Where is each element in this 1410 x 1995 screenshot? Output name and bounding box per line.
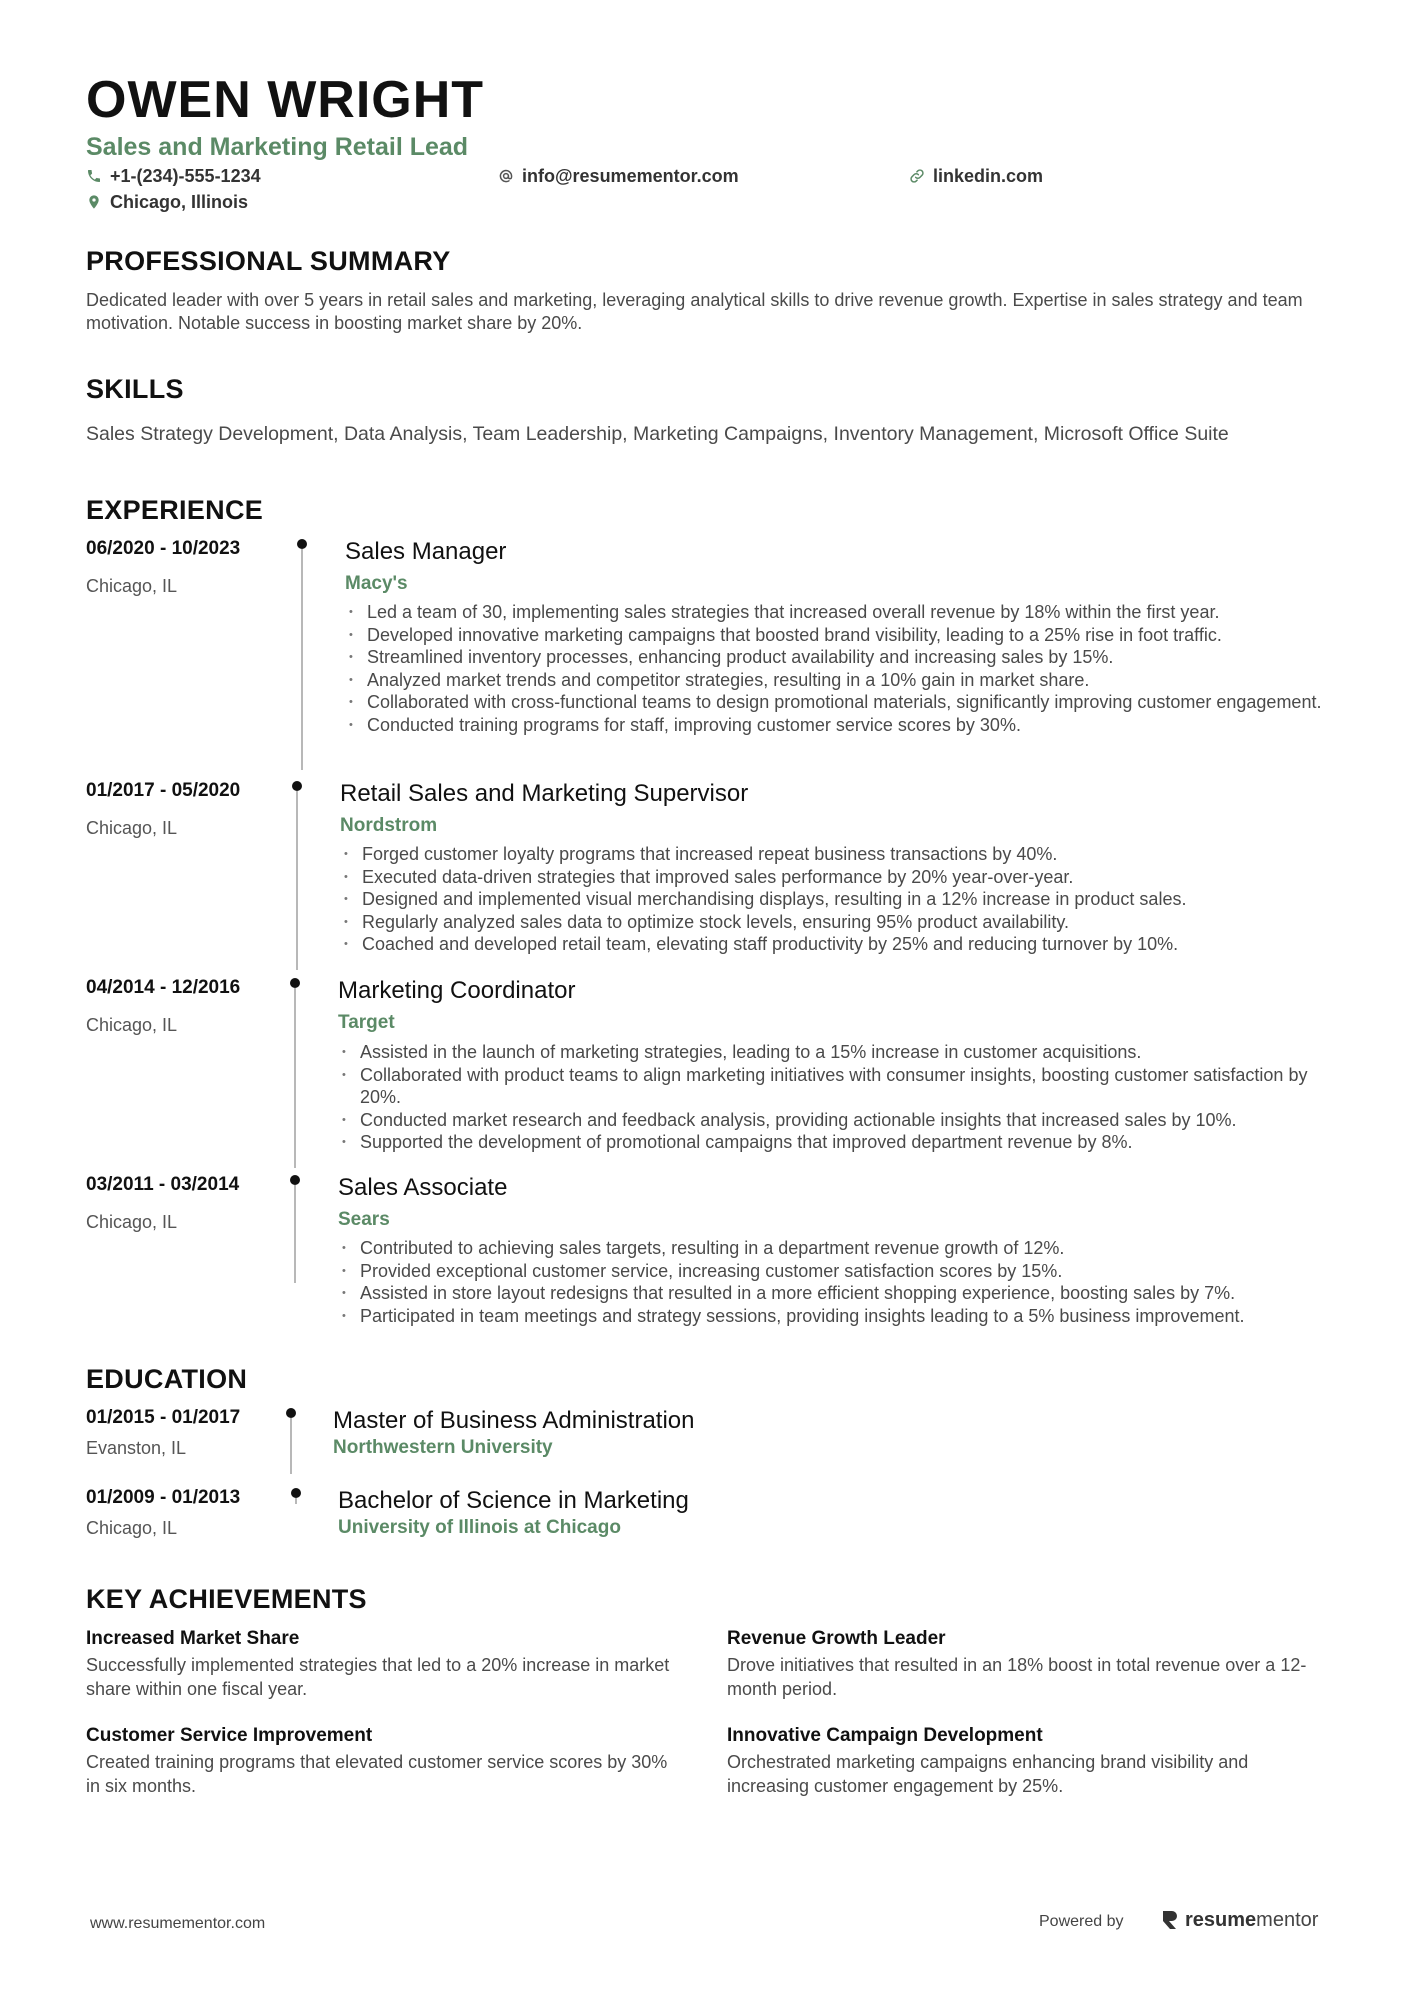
- list-item: • Led a team of 30, implementing sales strategies that increased overall revenue by 18% within the first year.: [345, 601, 1345, 624]
- education-location: Evanston, IL: [86, 1438, 187, 1458]
- list-item: • Coached and developed retail team, elevating staff productivity by 25% and reducing turnover by 10%.: [340, 933, 1340, 956]
- list-item: • Assisted in the launch of marketing strategies, leading to a 15% increase in customer acquisitions.: [338, 1041, 1348, 1064]
- list-item: • Analyzed market trends and competitor strategies, resulting in a 10% gain in market share.: [345, 669, 1345, 692]
- degree-title: Bachelor of Science in Marketing: [338, 1487, 689, 1514]
- achievements-heading: KEY ACHIEVEMENTS: [86, 1584, 367, 1614]
- list-item: • Regularly analyzed sales data to optimize stock levels, ensuring 95% product availability.: [340, 911, 1340, 934]
- list-item: • Forged customer loyalty programs that increased repeat business transactions by 40%.: [340, 843, 1340, 866]
- job-dates: 01/2017 - 05/2020: [86, 780, 241, 801]
- list-item: • Provided exceptional customer service, increasing customer satisfaction scores by 15%.: [338, 1260, 1348, 1283]
- job-title: Sales Associate: [338, 1174, 508, 1201]
- job-location: Chicago, IL: [86, 576, 178, 596]
- footer-website[interactable]: www.resumementor.com: [90, 1915, 266, 1932]
- list-item: • Designed and implemented visual merchandising displays, resulting in a 12% increase in product sales.: [340, 888, 1340, 911]
- job-company: Macy's: [345, 573, 408, 594]
- timeline-line: [294, 1185, 296, 1283]
- job-location: Chicago, IL: [86, 1212, 178, 1232]
- timeline-dot: [286, 1408, 296, 1418]
- achievement-title: Increased Market Share: [86, 1628, 300, 1649]
- achievement-title: Revenue Growth Leader: [727, 1628, 946, 1649]
- job-dates: 04/2014 - 12/2016: [86, 977, 241, 998]
- list-item: • Developed innovative marketing campaigns that boosted brand visibility, leading to a 25% rise in foot traffic.: [345, 624, 1345, 647]
- list-item: • Collaborated with cross-functional teams to design promotional materials, significantly improving customer engagement.: [345, 691, 1345, 714]
- job-bullets: [345, 601, 1345, 736]
- education-dates: 01/2015 - 01/2017: [86, 1407, 241, 1428]
- footer-brand[interactable]: [1161, 1908, 1318, 1932]
- location-text: Chicago, Illinois: [110, 192, 249, 212]
- list-item: • Contributed to achieving sales targets, resulting in a department revenue growth of 12%.: [338, 1237, 1348, 1260]
- list-item: • Supported the development of promotional campaigns that improved department revenue by 8%.: [338, 1131, 1348, 1154]
- job-title: Sales Manager: [345, 538, 507, 565]
- email-address[interactable]: info@resumementor.com: [522, 166, 739, 186]
- timeline-line: [295, 1498, 297, 1504]
- timeline-line: [294, 988, 296, 1168]
- timeline-dot: [290, 978, 300, 988]
- contact-location: [86, 191, 248, 213]
- timeline-line: [290, 1418, 292, 1474]
- school-name: Northwestern University: [333, 1437, 553, 1458]
- achievement-title: Innovative Campaign Development: [727, 1725, 1043, 1746]
- job-location: Chicago, IL: [86, 818, 178, 838]
- achievement-text: Created training programs that elevated customer service scores by 30% in six months.: [86, 1752, 668, 1796]
- achievement-title: Customer Service Improvement: [86, 1725, 373, 1746]
- location-pin-icon: [86, 194, 102, 210]
- job-company: Nordstrom: [340, 815, 438, 836]
- education-location: Chicago, IL: [86, 1518, 178, 1538]
- education-heading: EDUCATION: [86, 1364, 248, 1394]
- contact-linkedin: [909, 165, 1043, 187]
- timeline-dot: [297, 539, 307, 549]
- job-location: Chicago, IL: [86, 1015, 178, 1035]
- degree-title: Master of Business Administration: [333, 1407, 695, 1434]
- job-title: Retail Sales and Marketing Supervisor: [340, 780, 749, 807]
- skills-text: Sales Strategy Development, Data Analysis, Team Leadership, Marketing Campaigns, Inventory Management, Microsoft Office Suite: [86, 423, 1229, 445]
- timeline-dot: [291, 1488, 301, 1498]
- school-name: University of Illinois at Chicago: [338, 1517, 621, 1538]
- contact-email: [498, 165, 739, 187]
- list-item: • Executed data-driven strategies that improved sales performance by 20% year-over-year.: [340, 866, 1340, 889]
- summary-heading: PROFESSIONAL SUMMARY: [86, 246, 451, 276]
- education-dates: 01/2009 - 01/2013: [86, 1487, 241, 1508]
- brand-bold-text: resume: [1185, 1909, 1257, 1931]
- brand-light-text: mentor: [1256, 1909, 1319, 1931]
- job-company: Target: [338, 1012, 395, 1033]
- candidate-name: OWEN WRIGHT: [86, 71, 485, 129]
- phone-icon: [86, 168, 102, 184]
- timeline-dot: [290, 1175, 300, 1185]
- job-company: Sears: [338, 1209, 390, 1230]
- list-item: • Assisted in store layout redesigns that resulted in a more efficient shopping experience, boosting sales by 7%.: [338, 1282, 1348, 1305]
- job-title: Marketing Coordinator: [338, 977, 576, 1004]
- list-item: • Conducted training programs for staff, improving customer service scores by 30%.: [345, 714, 1345, 737]
- job-dates: 06/2020 - 10/2023: [86, 538, 241, 559]
- phone-number[interactable]: +1-(234)-555-1234: [110, 166, 261, 186]
- at-icon: [498, 168, 514, 184]
- timeline-line: [301, 549, 303, 770]
- achievement-text: Successfully implemented strategies that led to a 20% increase in market share within one fiscal year.: [86, 1655, 670, 1699]
- skills-heading: SKILLS: [86, 374, 184, 404]
- job-bullets: [338, 1237, 1348, 1327]
- list-item: • Collaborated with product teams to align marketing initiatives with consumer insights, boosting customer satisfaction by 20%.: [338, 1064, 1348, 1109]
- candidate-title: Sales and Marketing Retail Lead: [86, 133, 469, 161]
- achievement-text: Drove initiatives that resulted in an 18% boost in total revenue over a 12-month period.: [727, 1655, 1307, 1699]
- link-icon: [909, 168, 925, 184]
- resumementor-logo-icon: [1161, 1909, 1179, 1931]
- contact-phone: [86, 165, 261, 187]
- timeline-dot: [292, 781, 302, 791]
- achievement-text: Orchestrated marketing campaigns enhancing brand visibility and increasing customer engagement by 25%.: [727, 1752, 1249, 1796]
- job-bullets: [338, 1041, 1348, 1154]
- list-item: • Conducted market research and feedback analysis, providing actionable insights that increased sales by 10%.: [338, 1109, 1348, 1132]
- timeline-line: [296, 791, 298, 970]
- experience-heading: EXPERIENCE: [86, 495, 264, 525]
- job-dates: 03/2011 - 03/2014: [86, 1174, 240, 1195]
- summary-text: Dedicated leader with over 5 years in retail sales and marketing, leveraging analytical skills to drive revenue growth. Expertise in sales strategy and team motivation. Notable success in boosting market share by 20%.: [86, 290, 1303, 333]
- linkedin-link[interactable]: linkedin.com: [933, 166, 1044, 186]
- job-bullets: [340, 843, 1340, 956]
- footer-powered-by: Powered by: [1039, 1913, 1124, 1930]
- list-item: • Participated in team meetings and strategy sessions, providing insights leading to a 5% business improvement.: [338, 1305, 1348, 1328]
- list-item: • Streamlined inventory processes, enhancing product availability and increasing sales by 15%.: [345, 646, 1345, 669]
